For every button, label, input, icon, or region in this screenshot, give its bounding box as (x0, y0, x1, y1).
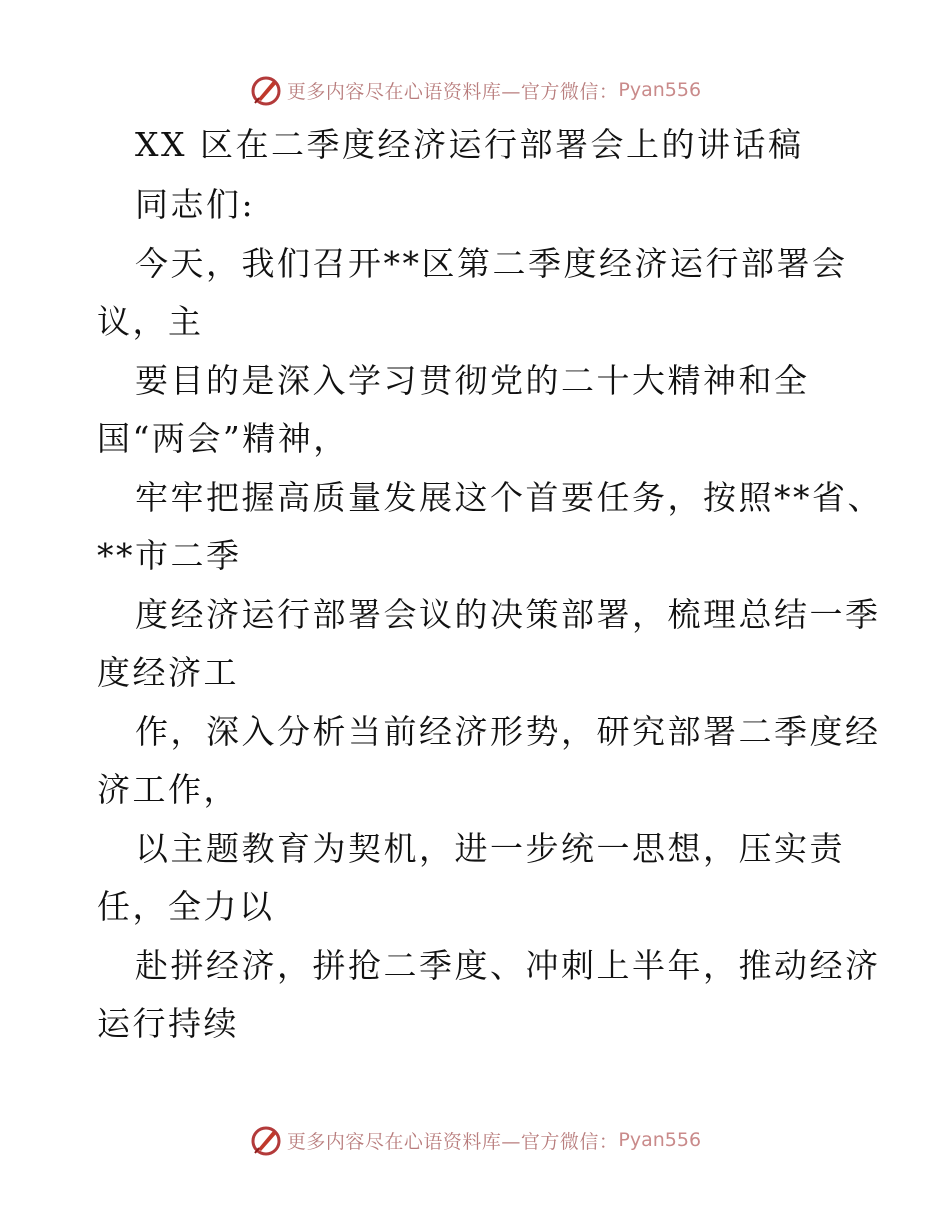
paragraph-line: 赴拼经济，拼抢二季度、冲刺上半年，推动经济 (135, 946, 881, 985)
paragraph-line: 以主题教育为契机，进一步统一思想，压实责 (135, 829, 845, 868)
paragraph-line: 要目的是深入学习贯彻党的二十大精神和全 (135, 361, 810, 400)
salutation: 同志们: (135, 185, 256, 224)
watermark-footer (0, 1120, 950, 1160)
paragraph-line: 任，全力以 (97, 887, 275, 926)
paragraph-line: 国“两会”精神， (97, 419, 349, 458)
paragraph-line: 议，主 (97, 302, 204, 341)
paragraph-line: 今天，我们召开**区第二季度经济运行部署会 (135, 244, 848, 283)
watermark-id: Pyan556 (618, 1129, 702, 1151)
paragraph-line: 运行持续 (97, 1004, 239, 1043)
paragraph-line: 度经济工 (97, 653, 239, 692)
paragraph-line: 济工作， (97, 770, 239, 809)
watermark-text: 更多内容尽在心语资料库—官方微信： (286, 80, 619, 103)
watermark-text: 更多内容尽在心语资料库—官方微信： (286, 1130, 619, 1153)
paragraph-line: 度经济运行部署会议的决策部署，梳理总结一季 (135, 595, 881, 634)
document-title: XX 区在二季度经济运行部署会上的讲话稿 (135, 125, 804, 164)
quill-logo-icon (249, 1123, 283, 1157)
watermark-id: Pyan556 (618, 79, 702, 101)
paragraph-line: 作，深入分析当前经济形势，研究部署二季度经 (135, 712, 881, 751)
paragraph-line: **市二季 (97, 536, 242, 575)
paragraph-line: 牢牢把握高质量发展这个首要任务，按照**省、 (135, 478, 883, 517)
